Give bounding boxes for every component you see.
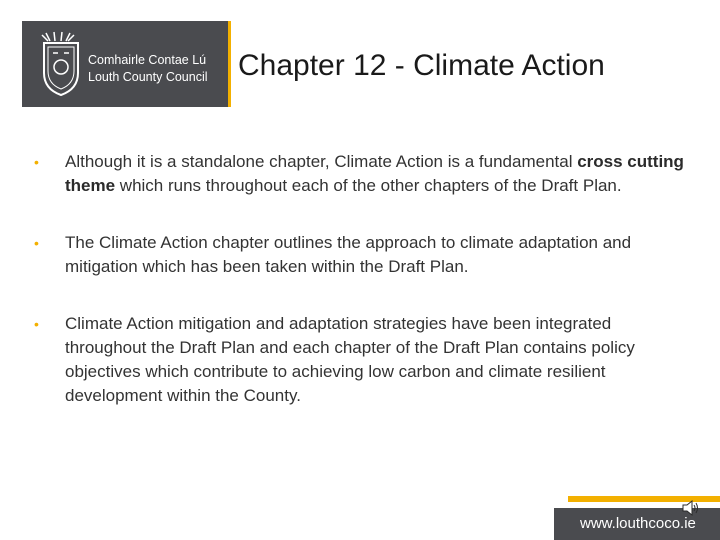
bullet-dot-icon: • bbox=[34, 316, 39, 332]
org-name-irish: Comhairle Contae Lú bbox=[88, 53, 207, 67]
org-name bbox=[88, 52, 208, 86]
bullet-item bbox=[30, 312, 690, 408]
bullet-dot-icon: • bbox=[34, 154, 39, 170]
bullet-item bbox=[30, 150, 690, 198]
bullet-text-tail: which runs throughout each of the other chapters of the Draft Plan. bbox=[115, 176, 622, 195]
council-logo bbox=[22, 21, 228, 107]
bullet-list bbox=[30, 150, 690, 441]
bullet-item bbox=[30, 231, 690, 279]
council-crest-icon bbox=[34, 29, 88, 99]
bullet-text: Although it is a standalone chapter, Climate Action is a fundamental bbox=[65, 152, 578, 171]
slide-title: Chapter 12 - Climate Action bbox=[238, 49, 605, 82]
logo-accent-bar bbox=[228, 21, 231, 107]
footer-url: www.louthcoco.ie bbox=[580, 515, 696, 532]
org-name-english: Louth County Council bbox=[88, 70, 208, 84]
speaker-icon[interactable] bbox=[680, 498, 700, 518]
bullet-text: The Climate Action chapter outlines the approach to climate adaptation and mitigation which has been taken within the Draft Plan. bbox=[65, 233, 632, 276]
bullet-dot-icon: • bbox=[34, 235, 39, 251]
bullet-bold-text: cross cutting theme bbox=[65, 152, 684, 195]
bullet-text: Climate Action mitigation and adaptation strategies have been integrated throughout the Draft Plan and each chapter of the Draft Plan contains policy objectives which contribute to achieving low carbon and climate resilient development within the County. bbox=[65, 314, 635, 405]
